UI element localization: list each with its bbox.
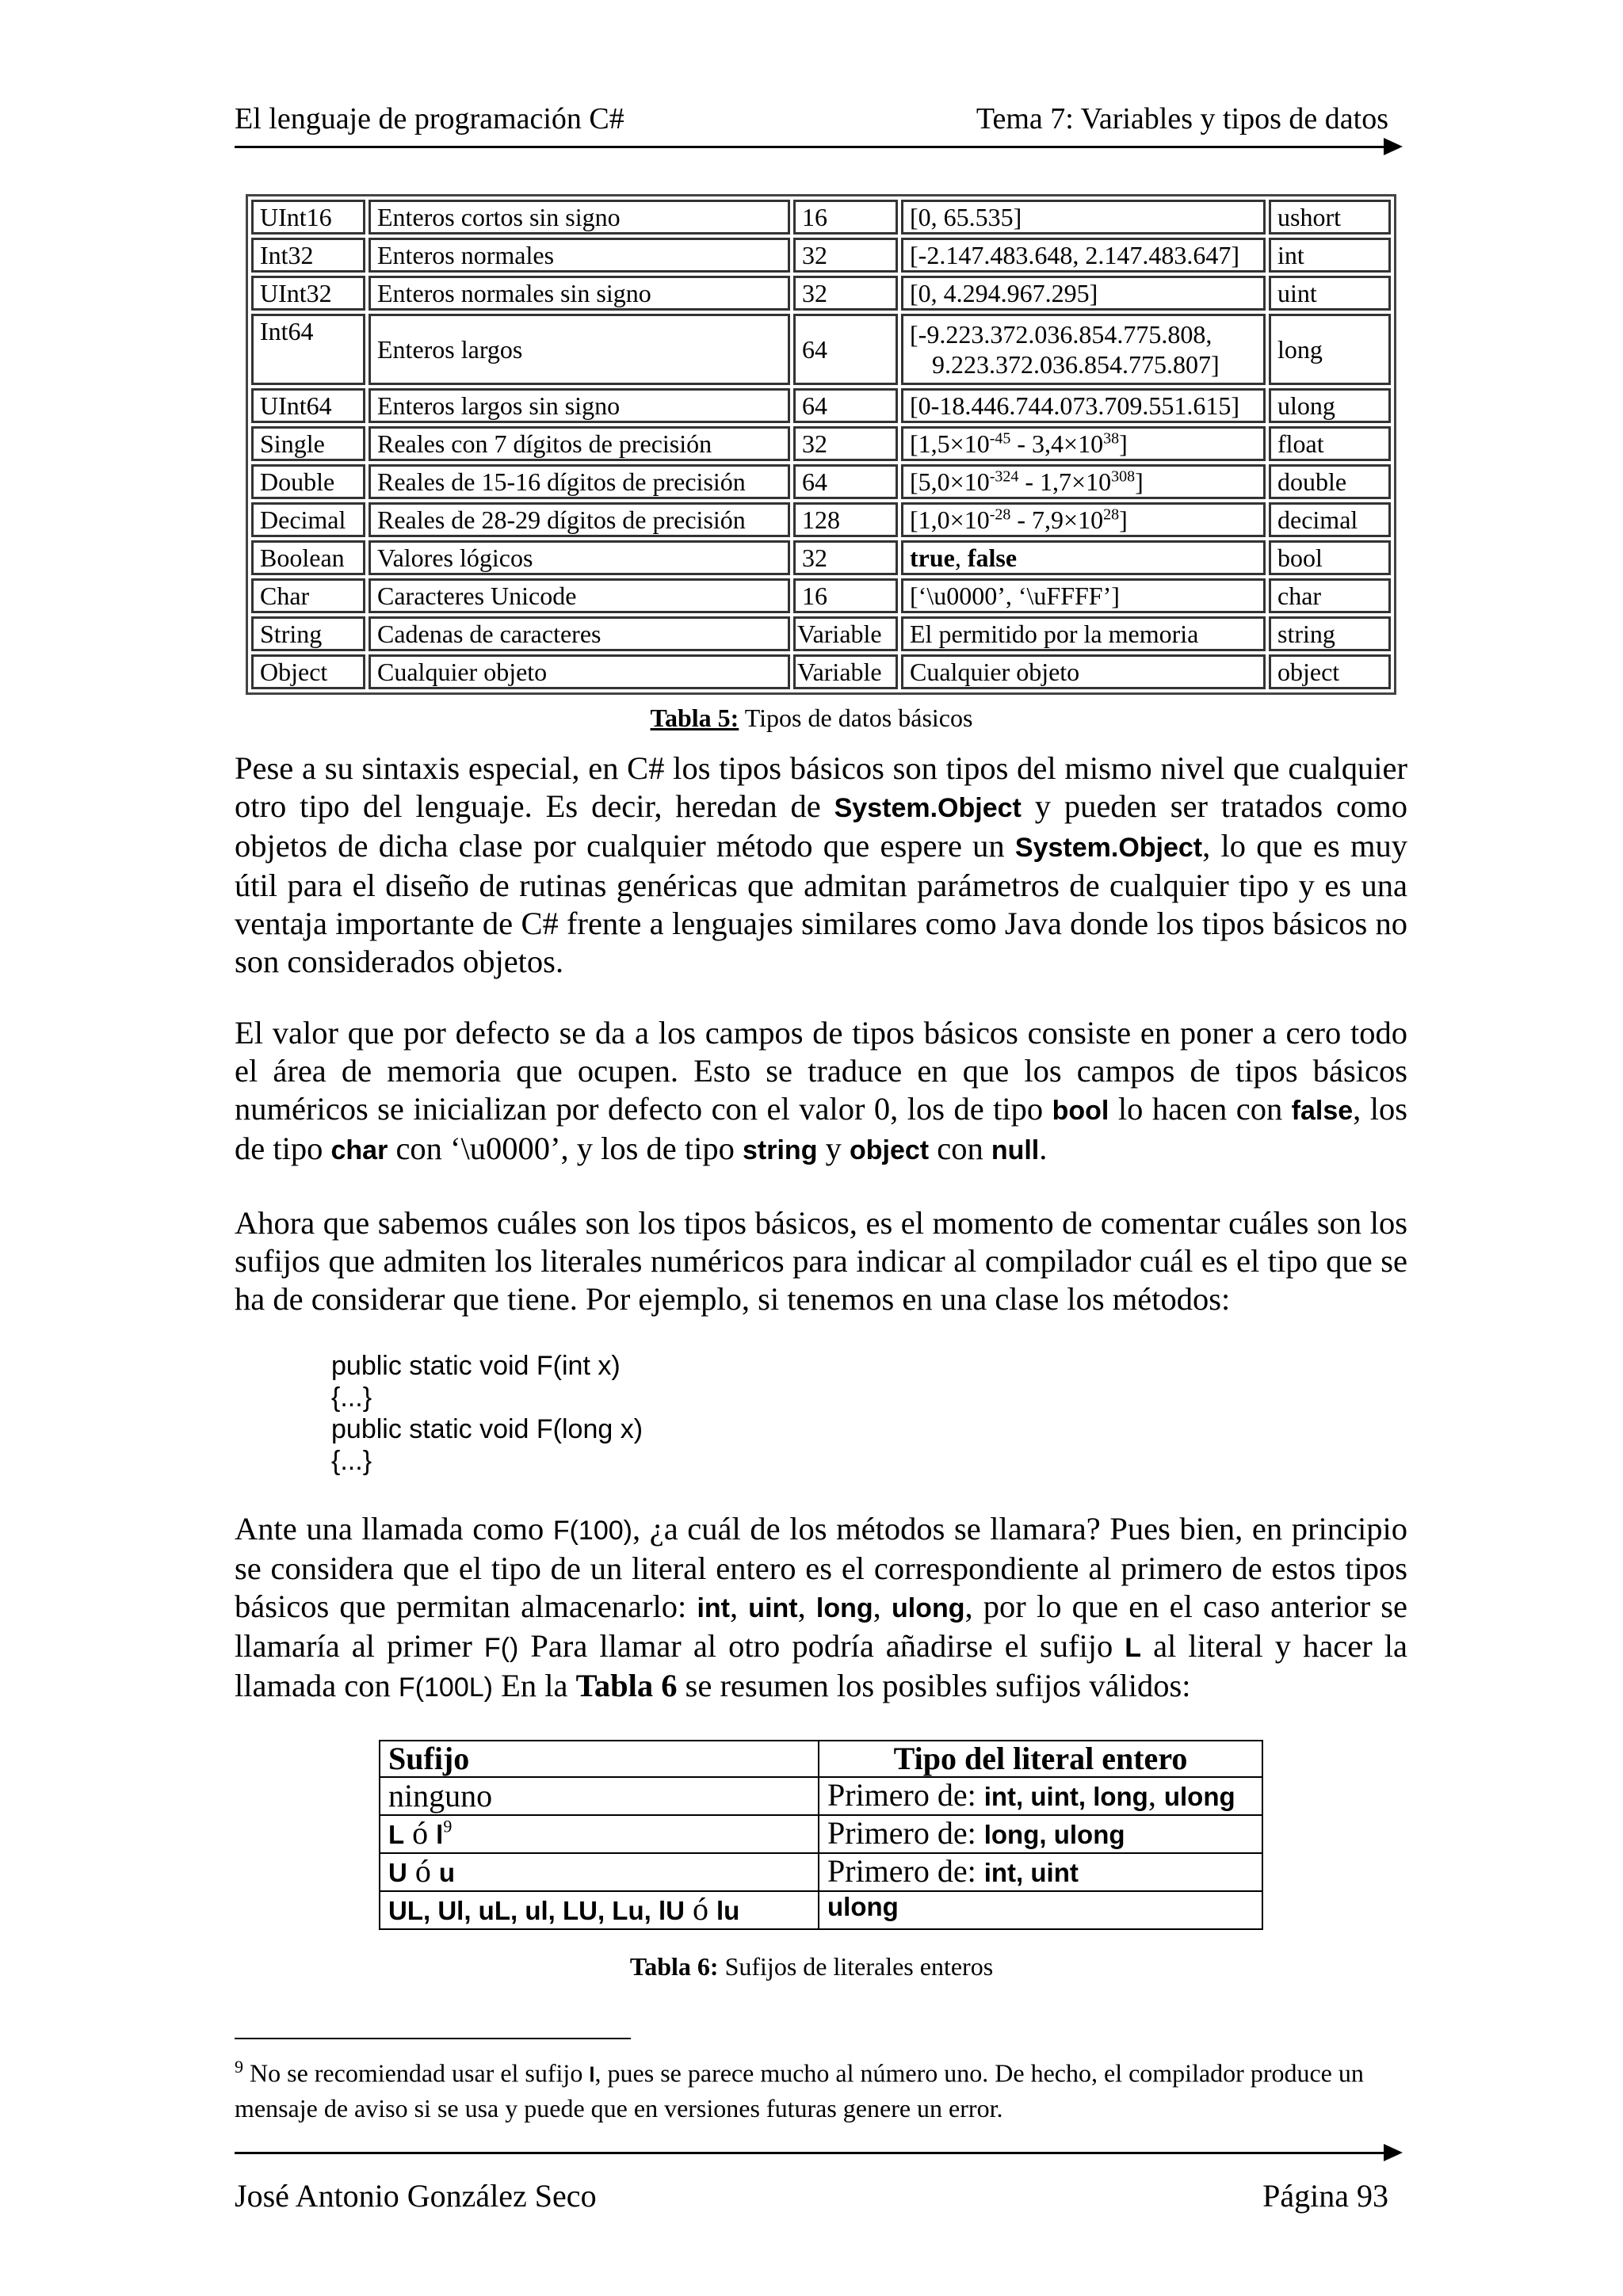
text: , ¿a cuál de los métodos se llamara? Pues bien, en principio se considera que el tipo de un literal entero es el correspondiente al primero de estos tipos básicos que permitan almacenarlo: bbox=[235, 1511, 1407, 1624]
footer-rule bbox=[235, 2152, 1384, 2154]
paragraph-1 bbox=[235, 749, 1407, 981]
table-row bbox=[251, 276, 1391, 311]
text: lo hacen con bbox=[1109, 1091, 1292, 1127]
table-cell: long bbox=[1269, 314, 1391, 385]
table-row bbox=[251, 388, 1391, 423]
range-mid: - 7,9×10 bbox=[1010, 505, 1104, 534]
table-cell: Enteros normales bbox=[369, 238, 790, 273]
table-cell: String bbox=[251, 616, 365, 651]
table-cell: ushort bbox=[1269, 200, 1391, 235]
table-row bbox=[380, 1891, 1262, 1929]
code-block bbox=[331, 1350, 643, 1477]
table-cell: Reales de 28-29 dígitos de precisión bbox=[369, 502, 790, 537]
range-start: [1,5×10 bbox=[910, 429, 990, 458]
footer-arrow-icon bbox=[1384, 2144, 1403, 2161]
table-cell bbox=[901, 426, 1266, 461]
text: Primero de: bbox=[827, 1815, 984, 1851]
table-cell: Enteros normales sin signo bbox=[369, 276, 790, 311]
footnote-ref: 9 bbox=[443, 1816, 453, 1836]
table-cell: 64 bbox=[793, 388, 898, 423]
text: y pueden ser tratados como objetos de dicha clase por cualquier método que espere un bbox=[235, 788, 1407, 864]
table-cell: Variable bbox=[793, 616, 898, 651]
text: , pues se parece mucho al número uno. De hecho, el compilador produce un mensaje de aviso si se usa y puede que en versiones futuras genere un error. bbox=[235, 2058, 1364, 2122]
text: , bbox=[730, 1589, 749, 1624]
keyword: l bbox=[589, 2062, 595, 2087]
range-end: ] bbox=[1119, 505, 1128, 534]
keyword: false bbox=[1291, 1096, 1354, 1126]
footnote bbox=[235, 2050, 1392, 2125]
table-cell: 64 bbox=[793, 464, 898, 499]
separator: , bbox=[954, 543, 968, 572]
exponent: 28 bbox=[1103, 505, 1120, 524]
range-mid: - 1,7×10 bbox=[1018, 467, 1112, 496]
table-row bbox=[251, 238, 1391, 273]
exponent: -45 bbox=[989, 429, 1011, 448]
table-row bbox=[380, 1815, 1262, 1853]
text: ó bbox=[404, 1815, 437, 1851]
table-cell: [-2.147.483.648, 2.147.483.647] bbox=[901, 238, 1266, 273]
table6-caption bbox=[0, 1952, 1623, 1981]
table-cell: 64 bbox=[793, 314, 898, 385]
table-header-row bbox=[380, 1741, 1262, 1777]
keyword: L bbox=[388, 1820, 405, 1849]
paragraph-2 bbox=[235, 1014, 1407, 1169]
table-row bbox=[251, 540, 1391, 575]
table-cell: 16 bbox=[793, 578, 898, 613]
range-end: ] bbox=[1135, 467, 1144, 496]
table-cell: char bbox=[1269, 578, 1391, 613]
text: y bbox=[817, 1131, 850, 1166]
table-sufijos bbox=[379, 1740, 1263, 1930]
table-cell: Double bbox=[251, 464, 365, 499]
table-cell: Caracteres Unicode bbox=[369, 578, 790, 613]
table-cell: int bbox=[1269, 238, 1391, 273]
table-cell: [0-18.446.744.073.709.551.615] bbox=[901, 388, 1266, 423]
table-row bbox=[251, 314, 1391, 385]
exponent: -324 bbox=[989, 467, 1019, 486]
code-inline: F(100L) bbox=[398, 1672, 493, 1703]
text: , bbox=[1148, 1777, 1164, 1813]
table-cell: ninguno bbox=[380, 1777, 819, 1815]
keyword: ulong bbox=[1163, 1782, 1235, 1811]
table-cell: Enteros cortos sin signo bbox=[369, 200, 790, 235]
table-cell: string bbox=[1269, 616, 1391, 651]
table-cell: uint bbox=[1269, 276, 1391, 311]
keyword: System.Object bbox=[1014, 833, 1203, 863]
table-cell bbox=[380, 1815, 819, 1853]
table-row bbox=[251, 654, 1391, 689]
keyword: U bbox=[388, 1858, 407, 1887]
table-cell: El permitido por la memoria bbox=[901, 616, 1266, 651]
table-cell: double bbox=[1269, 464, 1391, 499]
column-header: Sufijo bbox=[380, 1741, 819, 1777]
keyword: ulong bbox=[891, 1593, 965, 1623]
table-cell: Decimal bbox=[251, 502, 365, 537]
table-cell: Object bbox=[251, 654, 365, 689]
value-false: false bbox=[967, 543, 1018, 572]
table-cell: Enteros largos sin signo bbox=[369, 388, 790, 423]
table-row bbox=[380, 1777, 1262, 1815]
keyword: ulong bbox=[827, 1892, 899, 1921]
code-line: public static void F(int x) bbox=[331, 1351, 621, 1381]
header-chapter: Tema 7: Variables y tipos de datos bbox=[976, 102, 1388, 135]
keyword: object bbox=[849, 1135, 930, 1165]
text: Primero de: bbox=[827, 1777, 984, 1813]
value-true: true bbox=[910, 543, 955, 572]
table-cell: [‘\u0000’, ‘\uFFFF’] bbox=[901, 578, 1266, 613]
range-mid: - 3,4×10 bbox=[1010, 429, 1104, 458]
code-line: {...} bbox=[331, 1446, 372, 1476]
table-cell: Enteros largos bbox=[369, 314, 790, 385]
code-line: {...} bbox=[331, 1383, 372, 1413]
keyword: L bbox=[1125, 1633, 1142, 1663]
table-cell: 32 bbox=[793, 540, 898, 575]
keyword: null bbox=[991, 1135, 1040, 1165]
code-inline: F(100) bbox=[552, 1516, 632, 1546]
text: con ‘\u0000’, y los de tipo bbox=[388, 1131, 743, 1166]
text: ó bbox=[684, 1891, 716, 1927]
table-cell: UInt16 bbox=[251, 200, 365, 235]
text: , por lo que en el caso anterior se llamaría al primer bbox=[235, 1589, 1408, 1664]
table-row bbox=[251, 426, 1391, 461]
table-cell: Cadenas de caracteres bbox=[369, 616, 790, 651]
header-rule bbox=[235, 146, 1384, 148]
keyword: long, ulong bbox=[983, 1820, 1125, 1849]
text: se resumen los posibles sufijos válidos: bbox=[677, 1668, 1191, 1703]
page-number: Página 93 bbox=[1262, 2178, 1388, 2214]
footer-author: José Antonio González Seco bbox=[235, 2178, 597, 2214]
table-row bbox=[251, 200, 1391, 235]
table-row bbox=[380, 1853, 1262, 1891]
table-cell: 128 bbox=[793, 502, 898, 537]
exponent: 38 bbox=[1103, 429, 1120, 448]
footnote-rule bbox=[235, 2038, 631, 2039]
table-reference: Tabla 6 bbox=[575, 1668, 678, 1703]
caption-text: Tipos de datos básicos bbox=[739, 704, 973, 732]
table-cell bbox=[901, 464, 1266, 499]
range-line-1: [-9.223.372.036.854.775.808, bbox=[910, 320, 1212, 349]
keyword: bool bbox=[1052, 1096, 1109, 1126]
text: ó bbox=[407, 1853, 439, 1889]
table-row bbox=[251, 578, 1391, 613]
table-cell: Cualquier objeto bbox=[369, 654, 790, 689]
keyword: char bbox=[330, 1135, 388, 1165]
table-cell: object bbox=[1269, 654, 1391, 689]
table-row bbox=[251, 502, 1391, 537]
text: Pese a su sintaxis especial, en C# los tipos básicos son tipos del mismo nivel que cualquier otro tipo del lenguaje. Es decir, heredan de bbox=[235, 750, 1407, 824]
table-cell: ulong bbox=[1269, 388, 1391, 423]
keyword: l bbox=[436, 1820, 444, 1849]
text: Para llamar al otro podría añadirse el sufijo bbox=[518, 1628, 1125, 1664]
table-cell: Cualquier objeto bbox=[901, 654, 1266, 689]
text: al literal y hacer la llamada con bbox=[235, 1628, 1407, 1703]
table-cell bbox=[819, 1815, 1262, 1853]
text: con bbox=[929, 1131, 991, 1166]
table-cell: Int64 bbox=[251, 314, 365, 385]
keyword: System.Object bbox=[834, 793, 1022, 823]
paragraph-3: Ahora que sabemos cuáles son los tipos básicos, es el momento de comentar cuáles son los sufijos que admiten los literales numéricos para indicar al compilador cuál es el tipo que se ha de considerar que tiene. Por ejemplo, si tenemos en una clase los métodos: bbox=[235, 1205, 1407, 1317]
caption-label: Tabla 6: bbox=[629, 1952, 719, 1981]
table-cell: Reales de 15-16 dígitos de precisión bbox=[369, 464, 790, 499]
table-cell: Int32 bbox=[251, 238, 365, 273]
table-cell: 16 bbox=[793, 200, 898, 235]
keyword: u bbox=[438, 1858, 456, 1887]
table-cell: Single bbox=[251, 426, 365, 461]
keyword: UL, Ul, uL, ul, LU, Lu, lU bbox=[388, 1896, 685, 1925]
text: , bbox=[873, 1589, 892, 1624]
range-start: [5,0×10 bbox=[910, 467, 990, 496]
table-cell bbox=[380, 1853, 819, 1891]
table-cell: 32 bbox=[793, 426, 898, 461]
column-header: Tipo del literal entero bbox=[819, 1741, 1262, 1777]
table-cell: Reales con 7 dígitos de precisión bbox=[369, 426, 790, 461]
text: El valor que por defecto se da a los campos de tipos básicos consiste en poner a cero todo el área de memoria que ocupen. Esto se traduce en que los campos de tipos básicos numéricos se inicializan por defecto con el valor 0, los de tipo bbox=[235, 1015, 1407, 1127]
keyword: long bbox=[815, 1593, 873, 1623]
text: , bbox=[797, 1589, 816, 1624]
header-arrow-icon bbox=[1384, 138, 1403, 155]
table-cell: bool bbox=[1269, 540, 1391, 575]
table-cell bbox=[819, 1777, 1262, 1815]
table-cell bbox=[901, 314, 1266, 385]
range-line-2: 9.223.372.036.854.775.807] bbox=[932, 350, 1220, 379]
table-cell: Boolean bbox=[251, 540, 365, 575]
table-row bbox=[251, 616, 1391, 651]
table-cell bbox=[819, 1853, 1262, 1891]
table-cell bbox=[901, 502, 1266, 537]
keyword: string bbox=[743, 1135, 818, 1165]
footnote-number: 9 bbox=[235, 2057, 243, 2077]
keyword: uint bbox=[748, 1593, 798, 1623]
table-cell: Variable bbox=[793, 654, 898, 689]
table-cell: decimal bbox=[1269, 502, 1391, 537]
keyword: lu bbox=[716, 1896, 740, 1925]
table-cell bbox=[901, 540, 1266, 575]
code-inline: F() bbox=[483, 1633, 519, 1663]
table-cell: Char bbox=[251, 578, 365, 613]
text: Primero de: bbox=[827, 1853, 984, 1889]
text: . bbox=[1039, 1131, 1048, 1166]
keyword: int, uint, long bbox=[983, 1782, 1148, 1811]
table-cell: [0, 4.294.967.295] bbox=[901, 276, 1266, 311]
table-cell bbox=[380, 1891, 819, 1929]
table-cell: float bbox=[1269, 426, 1391, 461]
text: No se recomiendad usar el sufijo bbox=[243, 2058, 590, 2088]
text: , lo que es muy útil para el diseño de rutinas genéricas que admitan parámetros de cualquier tipo y es una ventaja importante de C# frente a lenguajes similares como Java donde los tipos básicos no son considerados objetos. bbox=[235, 828, 1407, 979]
paragraph-4 bbox=[235, 1510, 1407, 1707]
table-row bbox=[251, 464, 1391, 499]
table-cell: Valores lógicos bbox=[369, 540, 790, 575]
header-title: El lenguaje de programación C# bbox=[235, 102, 624, 135]
exponent: -28 bbox=[989, 505, 1011, 524]
range-end: ] bbox=[1119, 429, 1128, 458]
keyword: int, uint bbox=[983, 1858, 1079, 1887]
table-cell: 32 bbox=[793, 276, 898, 311]
table-cell: UInt32 bbox=[251, 276, 365, 311]
keyword: int bbox=[697, 1593, 730, 1623]
text: Ante una llamada como bbox=[235, 1511, 553, 1547]
table-cell: UInt64 bbox=[251, 388, 365, 423]
exponent: 308 bbox=[1111, 467, 1136, 486]
caption-label: Tabla 5: bbox=[650, 704, 739, 732]
table-tipos-basicos bbox=[246, 194, 1396, 695]
table-cell bbox=[819, 1891, 1262, 1929]
code-line: public static void F(long x) bbox=[331, 1414, 643, 1444]
table5-caption bbox=[0, 704, 1623, 733]
text: En la bbox=[492, 1668, 576, 1703]
text: , los de tipo bbox=[235, 1091, 1408, 1166]
range-start: [1,0×10 bbox=[910, 505, 990, 534]
table-cell: 32 bbox=[793, 238, 898, 273]
caption-text: Sufijos de literales enteros bbox=[718, 1952, 994, 1981]
table-cell: [0, 65.535] bbox=[901, 200, 1266, 235]
